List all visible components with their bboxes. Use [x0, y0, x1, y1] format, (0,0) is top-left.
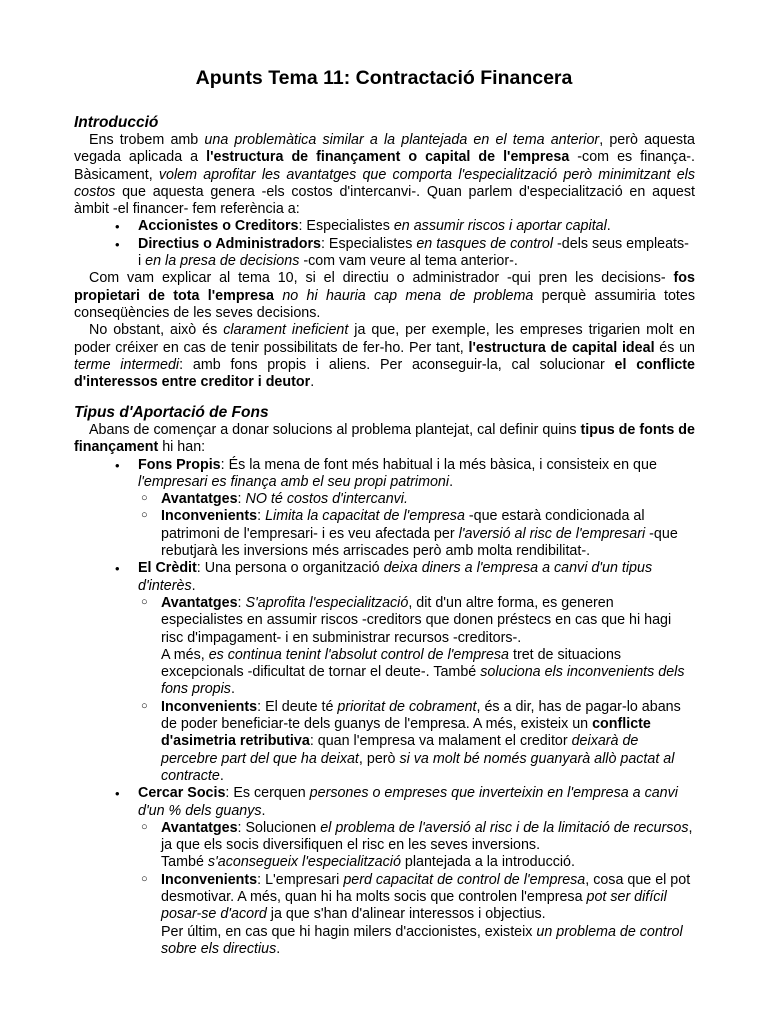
list-item-text: Cercar Socis: Es cerquen persones o empreses que inverteixin en l'empresa a canvi d'un % dels guanys. [138, 785, 678, 819]
sub-list-item [74, 872, 695, 958]
section-tipus [74, 422, 695, 958]
sub-list-item-text: Avantatges: NO té costos d'intercanvi. [161, 491, 408, 508]
section-heading-tipus: Tipus d'Aportació de Fons [74, 404, 269, 421]
list-item [74, 560, 695, 595]
bullet-marker: • [115, 236, 120, 252]
sub-list-item [74, 820, 695, 872]
bullet-marker: • [115, 219, 120, 235]
page-title: Apunts Tema 11: Contractació Financera [195, 67, 573, 89]
sub-list-item-text: Inconvenients: Limita la capacitat de l'empresa -que estarà condicionada al patrimoni de l'empresari- i es veu afectada per l'aversió al risc de l'empresari -que rebutjarà les inversions més arriscades però amb molta rendibilitat-. [161, 508, 678, 560]
paragraph: Ens trobem amb una problemàtica similar a la plantejada en el tema anterior, però aquesta vegada aplicada a l'estructura de finançament o capital de l'empresa -com es finança-. Bàsicament, volem aprofitar les avantatges que comporta l'especialització però minimitzant els costos que aquesta genera -els costos d'intercanvi-. Quan parlem d'especialització en aquest àmbit -el financer- fem referència a: [74, 132, 696, 218]
list-item [74, 785, 695, 820]
sub-list-item-text: Avantatges: Solucionen el problema de l'aversió al risc i de la limitació de recursos, ja que els socis diversifiquen el risc en les seves inversions. [161, 819, 693, 854]
paragraph: Abans de començar a donar solucions al problema plantejat, cal definir quins tipus de fonts de finançament hi han: [74, 422, 695, 456]
bullet-marker: • [115, 457, 120, 473]
bullet-list [74, 218, 695, 270]
sub-list-item-text: També s'aconsegueix l'especialització plantejada a la introducció. [161, 854, 575, 871]
sub-list-item [74, 699, 695, 785]
bullet-marker: • [115, 561, 120, 577]
sub-list-item-text: Per últim, en cas que hi hagin milers d'accionistes, existeix un problema de control sobre els directius. [161, 923, 683, 957]
sub-list-item [74, 595, 695, 699]
sub-list-item-text: Inconvenients: L'empresari perd capacitat de control de l'empresa, cosa que el pot desmotivar. A més, quan hi ha molts socis que controlen l'empresa pot ser difícil posar-se d'acord ja que s'han d'alinear interessos i objectius. [161, 871, 691, 923]
list-item [74, 457, 695, 492]
list-item-text: Fons Propis: És la mena de font més habitual i la més bàsica, i consisteix en que l'empresari es finança amb el seu propi patrimoni. [138, 456, 657, 490]
paragraph: Com vam explicar al tema 10, si el directiu o administrador -qui pren les decisions- fos propietari de tota l'empresa no hi hauria cap mena de problema perquè assumiria totes conseqüències de les seves decisions. [74, 270, 695, 321]
section-heading-introduccio: Introducció [74, 114, 159, 131]
sub-bullet-marker: ○ [141, 595, 148, 608]
bullet-list [74, 457, 695, 959]
list-item-text: Accionistes o Creditors: Especialistes en assumir riscos i aportar capital. [138, 218, 611, 235]
sub-bullet-marker: ○ [141, 492, 148, 505]
sub-bullet-marker: ○ [141, 820, 148, 833]
list-item-text: Directius o Administradors: Especialistes en tasques de control -dels seus empleats- i en la presa de decisions -com vam veure al tema anterior-. [138, 235, 689, 270]
sub-bullet-marker: ○ [141, 509, 148, 522]
bullet-marker: • [115, 786, 120, 802]
sub-list-item-text: A més, es continua tenint l'absolut control de l'empresa tret de situacions excepcionals -dificultat de tornar el deute-. També soluciona els inconvenients dels fons propis. [161, 646, 685, 698]
sub-list-item-text: Inconvenients: El deute té prioritat de cobrament, és a dir, has de pagar-lo abans de poder beneficiar-te dels guanys de l'empresa. A més, existeix un conflicte d'asimetria retributiva: quan l'empresa va malament el creditor deixarà de percebre part del que ha deixat, però si va molt bé només guanyarà allò pactat al contracte. [161, 698, 681, 784]
list-item-text: El Crèdit: Una persona o organització deixa diners a l'empresa a canvi d'un tipus d'interès. [138, 560, 653, 594]
sub-list-item-text: Avantatges: S'aprofita l'especialització, dit d'un altre forma, es generen especialistes en assumir riscos -creditors que donen préstecs en cas que hi hagi risc d'impagament- i en subministrar recursos -creditors-. [161, 594, 672, 646]
list-item [74, 236, 695, 271]
paragraph: No obstant, això és clarament ineficient ja que, per exemple, les empreses trigarien molt en poder créixer en cas de tenir possibilitats de fer-ho. Per tant, l'estructura de capital ideal és un terme intermedi: amb fons propis i aliens. Per aconseguir-la, cal solucionar el conflicte d'interessos entre creditor i deutor. [74, 322, 696, 391]
sub-bullet-marker: ○ [141, 872, 148, 885]
sub-list-item [74, 491, 695, 508]
sub-bullet-marker: ○ [141, 699, 148, 712]
section-introduccio [74, 132, 695, 391]
sub-list-item [74, 508, 695, 560]
list-item [74, 218, 695, 235]
